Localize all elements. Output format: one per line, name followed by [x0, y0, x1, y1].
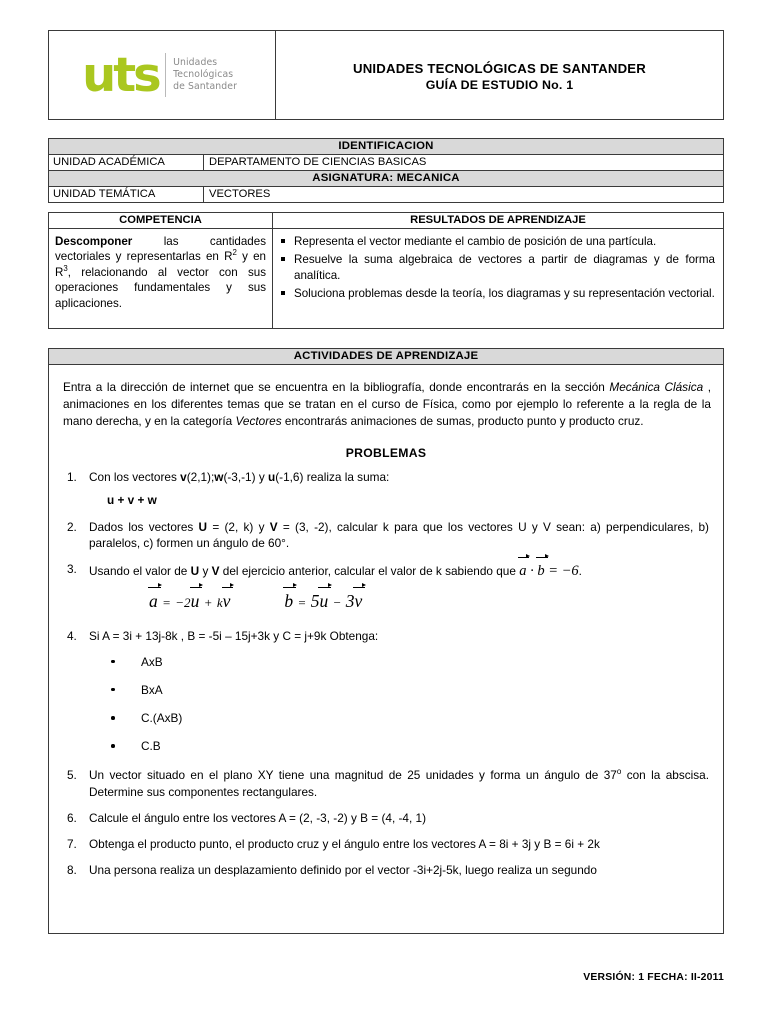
unidad-tematica-value: VECTORES [209, 188, 271, 200]
intro-part-1: Entra a la dirección de internet que se encuentra en la bibliografía, donde encontrarás en la sección [63, 380, 610, 394]
resultados-list [273, 229, 723, 328]
document-header [48, 30, 724, 120]
competencia-column-header: COMPETENCIA [49, 213, 273, 228]
problem-text-post: del ejercicio anterior, calcular el valor de k sabiendo que [219, 564, 520, 579]
unidad-tematica-label: UNIDAD TEMÁTICA [49, 187, 204, 202]
list-item [111, 739, 709, 753]
logo-subtitle-line-1: Unidades [173, 56, 218, 68]
competencia-text [49, 229, 273, 328]
problem-text-pre: Dados los vectores [89, 519, 199, 534]
bullet-text: AxB [141, 654, 163, 669]
round-bullet-icon [111, 655, 141, 669]
problem-item [49, 862, 723, 878]
problem-text-tail: . [578, 564, 582, 579]
problem-text: Obtenga el producto punto, el producto cruz y el ángulo entre los vectores A = 8i + 3j y B = 6i + 2k [89, 837, 600, 852]
problem-text-mid1: (2,1); [186, 469, 215, 484]
problem-number: 3. [67, 562, 77, 577]
problem-item [49, 561, 723, 581]
problem-number: 2. [67, 519, 77, 534]
identificacion-table [48, 138, 724, 203]
problem-number: 6. [67, 810, 77, 825]
problem-item [49, 628, 723, 644]
round-bullet-icon [111, 739, 141, 753]
problem-text [89, 561, 709, 581]
list-item [281, 286, 715, 301]
problem-number: 8. [67, 863, 77, 878]
resultado-text: Representa el vector mediante el cambio de posición de una partícula. [294, 235, 657, 248]
problem-4-bullets [49, 655, 723, 754]
actividades-table [48, 348, 724, 934]
problem-text: Si A = 3i + 13j-8k , B = -5i – 15j+3k y C = j+9k Obtenga: [89, 629, 379, 644]
problem-item [49, 519, 723, 552]
problem-text-pre: Con los vectores [89, 469, 181, 484]
competencia-body: las cantidades vectoriales y representarlas en $R^2$ y en $R^3$, relacionando al vector con sus operaciones fundamentales y sus aplicaciones. [55, 235, 266, 310]
problem-number: 7. [67, 837, 77, 852]
problem-number: 1. [67, 469, 77, 484]
bullet-text: C.(AxB) [141, 710, 183, 725]
square-bullet-icon [281, 286, 294, 301]
equation-a: a = −2u + kv [149, 591, 231, 612]
problem-text: Un vector situado en el plano XY tiene una magnitud de 25 unidades y forma un ángulo de 37$^o$ con la abscisa. Determine sus componentes rectangulares. [89, 767, 709, 799]
problem-text-pre: Usando el valor de [89, 564, 191, 579]
vector-u-symbol: u [268, 469, 276, 484]
problem-number: 4. [67, 629, 77, 644]
resultados-column-header: RESULTADOS DE APRENDIZAJE [410, 214, 586, 226]
problem-text-mid2: (-3,-1) y [223, 469, 269, 484]
list-item [111, 655, 709, 669]
competencia-keyword: Descomponer [55, 235, 133, 248]
competencia-body-row [49, 229, 723, 328]
problem-text: Una persona realiza un desplazamiento definido por el vector -3i+2j-5k, luego realiza un segundo [89, 863, 597, 878]
header-logo-cell [49, 31, 276, 119]
competencia-header-row [49, 213, 723, 229]
problem-number: 5. [67, 768, 77, 783]
actividades-intro [49, 365, 723, 432]
round-bullet-icon [111, 711, 141, 725]
unidad-academica-label: UNIDAD ACADÉMICA [49, 155, 204, 170]
problem-text [89, 519, 709, 552]
intro-part-3: encontrarás animaciones de sumas, producto punto y producto cruz. [281, 413, 644, 428]
round-bullet-icon [111, 683, 141, 697]
problem-text [89, 469, 709, 485]
dot-product-equation: a · b = −6 [519, 563, 579, 580]
equation-b: b = 5u − 3v [284, 591, 363, 612]
problem-text-mid1: = (2, k) y [207, 519, 270, 534]
table-row [49, 187, 723, 202]
asignatura-band: ASIGNATURA: MECANICA [49, 171, 723, 187]
resultado-text: Resuelve la suma algebraica de vectores a partir de diagramas y de forma analítica. [294, 253, 715, 282]
unidad-academica-value: DEPARTAMENTO DE CIENCIAS BASICAS [209, 156, 427, 168]
problem-3-equations [49, 591, 723, 612]
intro-part-2: , animaciones en los diferentes temas que se tratan en el curso de Física, como por ejemplo lo referente a la regla de la mano derecha, y en la categoría [63, 380, 711, 428]
problemas-heading: PROBLEMAS [345, 445, 427, 460]
vector-U-symbol: U [198, 519, 208, 534]
problem-text-mid1: y [199, 564, 212, 579]
vector-V-symbol: V [211, 564, 220, 579]
list-item [111, 683, 709, 697]
table-row [49, 155, 723, 171]
problem-text-post: (-1,6) realiza la suma: [275, 469, 390, 484]
intro-emphasis-2: Vectores [235, 413, 282, 428]
square-bullet-icon [281, 234, 294, 249]
logo-subtitle [173, 57, 237, 94]
list-item [281, 252, 715, 283]
competencia-table [48, 212, 724, 329]
list-item [111, 711, 709, 725]
square-bullet-icon [281, 252, 294, 283]
identificacion-band: IDENTIFICACION [49, 139, 723, 155]
vector-V-symbol: V [269, 519, 278, 534]
vector-v-symbol: v [180, 469, 187, 484]
problem-text-post: = (3, -2), calcular k para que los vectores U y V sean: a) perpendiculares, b) paralelos, c) formen un ángulo de 60°. [89, 519, 709, 551]
bullet-text: C.B [141, 739, 161, 754]
document-footer: VERSIÓN: 1 FECHA: II-2011 [583, 972, 724, 983]
resultado-text: Soluciona problemas desde la teoría, los diagramas y su representación vectorial. [294, 287, 715, 301]
uts-logo [82, 47, 238, 103]
institution-title: UNIDADES TECNOLÓGICAS DE SANTANDER [352, 60, 647, 76]
problem-item [49, 810, 723, 826]
vector-w-symbol: w [214, 469, 224, 484]
problem-item [49, 767, 723, 800]
problem-text: Calcule el ángulo entre los vectores A = (2, -3, -2) y B = (4, -4, 1) [89, 810, 427, 825]
vector-U-symbol: U [190, 564, 200, 579]
uts-wordmark-icon: uts [82, 47, 159, 103]
bullet-text: BxA [141, 682, 163, 697]
problem-item [49, 469, 723, 485]
document-subtitle: GUÍA DE ESTUDIO No. 1 [425, 77, 574, 92]
problem-1-formula: u + v + w [107, 492, 157, 507]
logo-subtitle-line-2: Tecnológicas [173, 68, 234, 80]
problem-item [49, 836, 723, 852]
actividades-band: ACTIVIDADES DE APRENDIZAJE [49, 349, 723, 365]
logo-subtitle-line-3: de Santander [173, 81, 238, 93]
header-title-cell [276, 31, 723, 119]
intro-emphasis-1: Mecánica Clásica [609, 380, 704, 394]
list-item [281, 234, 715, 249]
